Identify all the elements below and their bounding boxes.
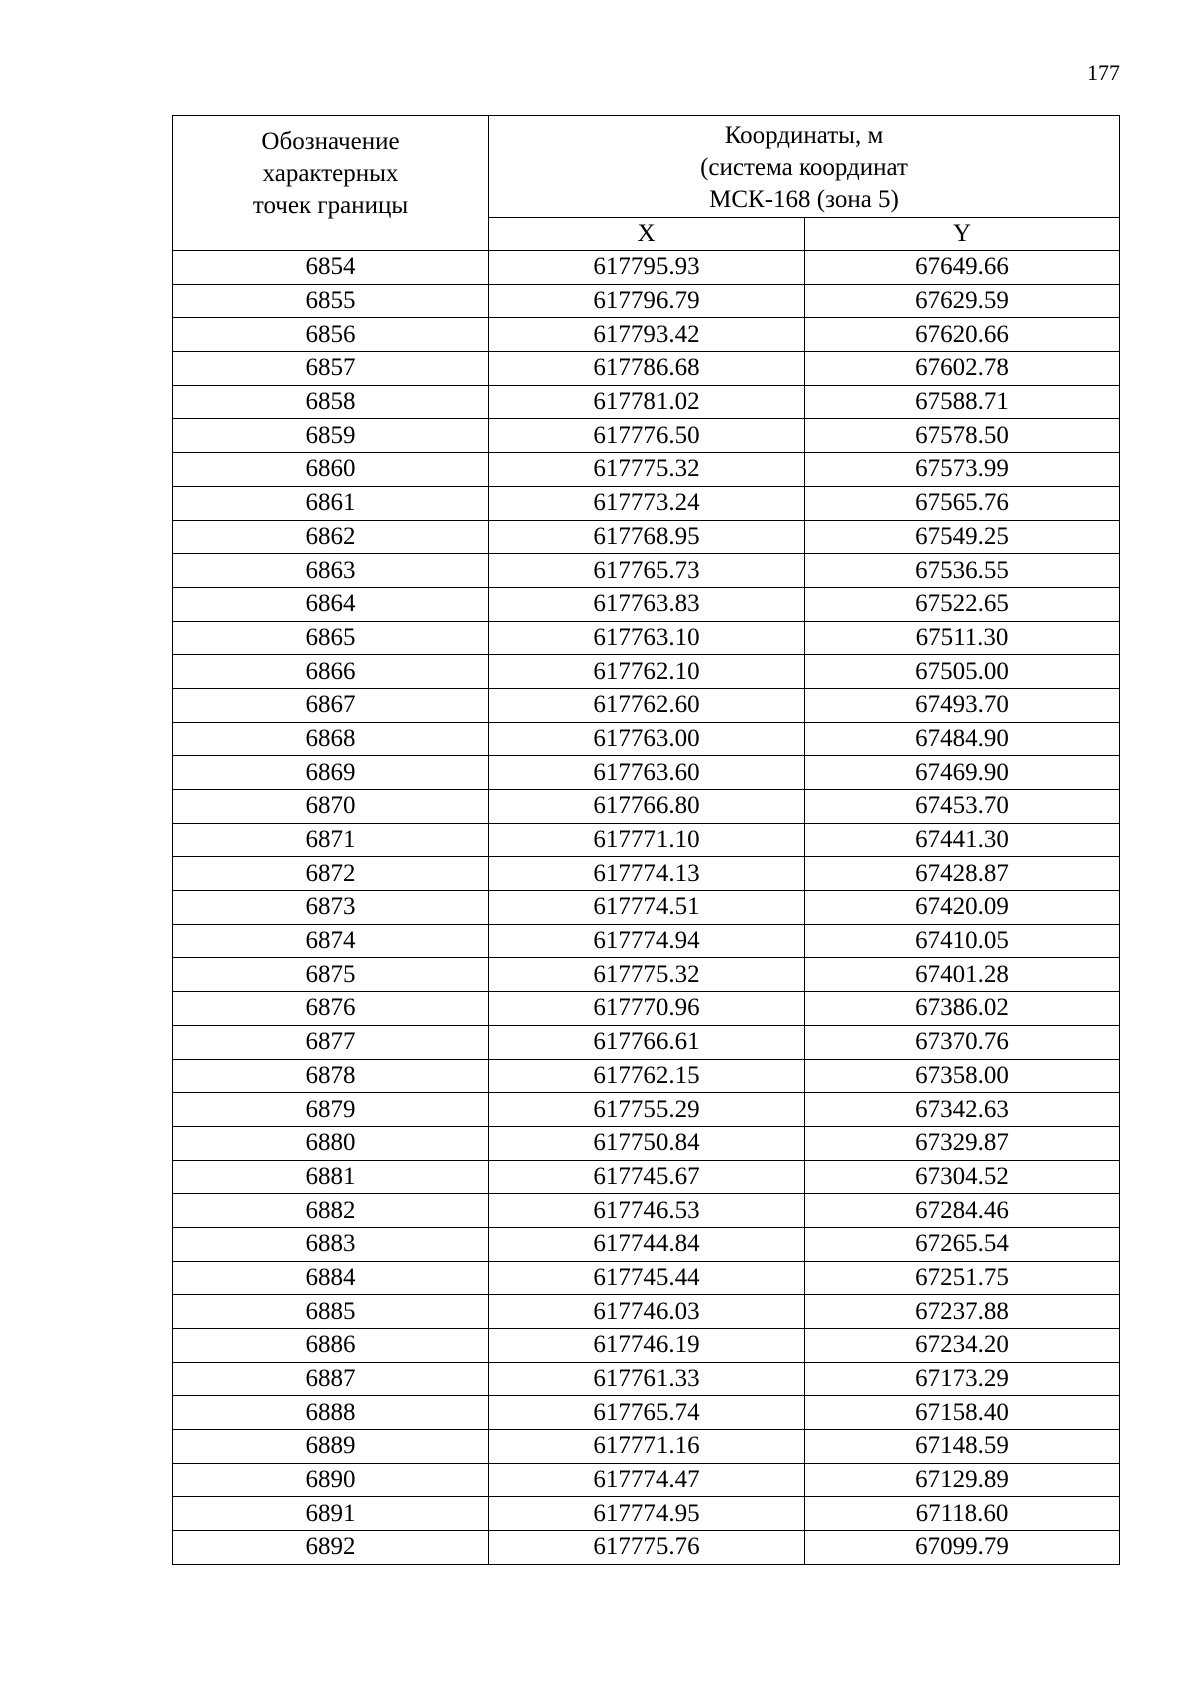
point-number-cell: 6862 — [173, 520, 489, 554]
point-number-cell: 6865 — [173, 621, 489, 655]
y-coordinate-cell: 67420.09 — [805, 891, 1120, 925]
point-number-cell: 6882 — [173, 1194, 489, 1228]
table-row — [173, 655, 1120, 689]
point-number-cell: 6892 — [173, 1531, 489, 1565]
point-number-cell: 6857 — [173, 352, 489, 386]
x-coordinate-cell: 617775.76 — [489, 1531, 805, 1565]
table-row — [173, 1126, 1120, 1160]
x-coordinate-cell: 617774.51 — [489, 891, 805, 925]
x-coordinate-cell: 617745.67 — [489, 1160, 805, 1194]
x-coordinate-cell: 617746.53 — [489, 1194, 805, 1228]
table-row — [173, 722, 1120, 756]
y-coordinate-cell: 67342.63 — [805, 1093, 1120, 1127]
point-number-cell: 6890 — [173, 1463, 489, 1497]
x-coordinate-cell: 617771.16 — [489, 1430, 805, 1464]
table-row — [173, 1396, 1120, 1430]
table-row — [173, 520, 1120, 554]
point-number-cell: 6855 — [173, 284, 489, 318]
y-coordinate-cell: 67573.99 — [805, 453, 1120, 487]
x-coordinate-cell: 617781.02 — [489, 385, 805, 419]
y-coordinate-cell: 67522.65 — [805, 587, 1120, 621]
x-coordinate-cell: 617775.32 — [489, 958, 805, 992]
coordinates-header — [489, 116, 1120, 218]
y-coordinate-cell: 67329.87 — [805, 1126, 1120, 1160]
y-coordinate-cell: 67410.05 — [805, 924, 1120, 958]
table-row — [173, 486, 1120, 520]
coords-header-line-3: МСК-168 (зона 5) — [709, 186, 899, 213]
y-coordinate-cell: 67453.70 — [805, 790, 1120, 824]
table-row — [173, 1194, 1120, 1228]
x-coordinate-cell: 617755.29 — [489, 1093, 805, 1127]
table-row — [173, 857, 1120, 891]
y-coordinate-cell: 67304.52 — [805, 1160, 1120, 1194]
point-number-cell: 6875 — [173, 958, 489, 992]
page-number: 177 — [1087, 60, 1120, 85]
y-coordinate-cell: 67602.78 — [805, 352, 1120, 386]
y-coordinate-cell: 67536.55 — [805, 554, 1120, 588]
x-coordinate-cell: 617775.32 — [489, 453, 805, 487]
table-row — [173, 790, 1120, 824]
table-row — [173, 992, 1120, 1026]
y-coordinate-cell: 67251.75 — [805, 1261, 1120, 1295]
point-designation-header — [173, 116, 489, 251]
table-row — [173, 587, 1120, 621]
point-number-cell: 6863 — [173, 554, 489, 588]
table-row — [173, 385, 1120, 419]
x-coordinate-cell: 617762.10 — [489, 655, 805, 689]
y-coordinate-cell: 67484.90 — [805, 722, 1120, 756]
x-coordinate-cell: 617765.74 — [489, 1396, 805, 1430]
point-number-cell: 6858 — [173, 385, 489, 419]
point-number-cell: 6872 — [173, 857, 489, 891]
y-coordinate-cell: 67370.76 — [805, 1025, 1120, 1059]
y-coordinate-cell: 67441.30 — [805, 823, 1120, 857]
table-row — [173, 419, 1120, 453]
y-coordinate-cell: 67118.60 — [805, 1497, 1120, 1531]
y-coordinate-cell: 67469.90 — [805, 756, 1120, 790]
x-coordinate-cell: 617765.73 — [489, 554, 805, 588]
y-coordinate-cell: 67549.25 — [805, 520, 1120, 554]
table-row — [173, 1497, 1120, 1531]
point-number-cell: 6876 — [173, 992, 489, 1026]
table-row — [173, 1329, 1120, 1363]
point-number-cell: 6889 — [173, 1430, 489, 1464]
point-number-cell: 6870 — [173, 790, 489, 824]
point-header-line-3: точек границы — [252, 192, 409, 219]
x-coordinate-cell: 617796.79 — [489, 284, 805, 318]
x-coordinate-cell: 617774.95 — [489, 1497, 805, 1531]
x-coordinate-cell: 617750.84 — [489, 1126, 805, 1160]
y-coordinate-cell: 67284.46 — [805, 1194, 1120, 1228]
x-coordinate-cell: 617746.19 — [489, 1329, 805, 1363]
x-coordinate-cell: 617763.10 — [489, 621, 805, 655]
x-coordinate-cell: 617786.68 — [489, 352, 805, 386]
y-coordinate-cell: 67129.89 — [805, 1463, 1120, 1497]
x-coordinate-cell: 617766.80 — [489, 790, 805, 824]
table-row — [173, 453, 1120, 487]
table-row — [173, 318, 1120, 352]
table-row — [173, 251, 1120, 285]
x-coordinate-cell: 617793.42 — [489, 318, 805, 352]
y-coordinate-cell: 67148.59 — [805, 1430, 1120, 1464]
point-number-cell: 6886 — [173, 1329, 489, 1363]
y-column-header: Y — [805, 218, 1120, 251]
table-row — [173, 688, 1120, 722]
y-coordinate-cell: 67099.79 — [805, 1531, 1120, 1565]
x-coordinate-cell: 617768.95 — [489, 520, 805, 554]
x-coordinate-cell: 617795.93 — [489, 251, 805, 285]
x-coordinate-cell: 617762.15 — [489, 1059, 805, 1093]
y-coordinate-cell: 67265.54 — [805, 1227, 1120, 1261]
point-number-cell: 6873 — [173, 891, 489, 925]
table-row — [173, 1059, 1120, 1093]
table-row — [173, 1227, 1120, 1261]
point-number-cell: 6871 — [173, 823, 489, 857]
table-row — [173, 1160, 1120, 1194]
table-row — [173, 554, 1120, 588]
point-number-cell: 6887 — [173, 1362, 489, 1396]
y-coordinate-cell: 67578.50 — [805, 419, 1120, 453]
table-row — [173, 1295, 1120, 1329]
point-number-cell: 6884 — [173, 1261, 489, 1295]
y-coordinate-cell: 67358.00 — [805, 1059, 1120, 1093]
point-number-cell: 6864 — [173, 587, 489, 621]
y-coordinate-cell: 67505.00 — [805, 655, 1120, 689]
point-number-cell: 6881 — [173, 1160, 489, 1194]
x-coordinate-cell: 617746.03 — [489, 1295, 805, 1329]
y-coordinate-cell: 67428.87 — [805, 857, 1120, 891]
point-header-line-1: Обозначение — [261, 128, 400, 155]
table-row — [173, 1093, 1120, 1127]
table-row — [173, 352, 1120, 386]
point-number-cell: 6856 — [173, 318, 489, 352]
table-row — [173, 823, 1120, 857]
y-coordinate-cell: 67493.70 — [805, 688, 1120, 722]
table-row — [173, 1463, 1120, 1497]
y-coordinate-cell: 67629.59 — [805, 284, 1120, 318]
table-row — [173, 1430, 1120, 1464]
x-coordinate-cell: 617766.61 — [489, 1025, 805, 1059]
coords-header-line-1: Координаты, м — [724, 122, 884, 149]
point-number-cell: 6885 — [173, 1295, 489, 1329]
y-coordinate-cell: 67173.29 — [805, 1362, 1120, 1396]
x-coordinate-cell: 617763.83 — [489, 587, 805, 621]
table-row — [173, 1261, 1120, 1295]
point-number-cell: 6869 — [173, 756, 489, 790]
table-row — [173, 958, 1120, 992]
table-row — [173, 924, 1120, 958]
x-coordinate-cell: 617774.94 — [489, 924, 805, 958]
x-coordinate-cell: 617762.60 — [489, 688, 805, 722]
point-number-cell: 6860 — [173, 453, 489, 487]
y-coordinate-cell: 67565.76 — [805, 486, 1120, 520]
table-header-row — [173, 116, 1120, 218]
y-coordinate-cell: 67386.02 — [805, 992, 1120, 1026]
x-coordinate-cell: 617770.96 — [489, 992, 805, 1026]
x-coordinate-cell: 617745.44 — [489, 1261, 805, 1295]
point-number-cell: 6868 — [173, 722, 489, 756]
point-number-cell: 6867 — [173, 688, 489, 722]
table-body — [173, 251, 1120, 1565]
point-number-cell: 6880 — [173, 1126, 489, 1160]
x-coordinate-cell: 617771.10 — [489, 823, 805, 857]
x-coordinate-cell: 617763.60 — [489, 756, 805, 790]
x-coordinate-cell: 617763.00 — [489, 722, 805, 756]
y-coordinate-cell: 67649.66 — [805, 251, 1120, 285]
y-coordinate-cell: 67401.28 — [805, 958, 1120, 992]
x-coordinate-cell: 617761.33 — [489, 1362, 805, 1396]
y-coordinate-cell: 67237.88 — [805, 1295, 1120, 1329]
point-number-cell: 6859 — [173, 419, 489, 453]
point-number-cell: 6888 — [173, 1396, 489, 1430]
table-row — [173, 756, 1120, 790]
point-number-cell: 6874 — [173, 924, 489, 958]
point-number-cell: 6878 — [173, 1059, 489, 1093]
point-number-cell: 6883 — [173, 1227, 489, 1261]
point-number-cell: 6877 — [173, 1025, 489, 1059]
x-coordinate-cell: 617776.50 — [489, 419, 805, 453]
table-row — [173, 1531, 1120, 1565]
x-coordinate-cell: 617744.84 — [489, 1227, 805, 1261]
y-coordinate-cell: 67158.40 — [805, 1396, 1120, 1430]
point-number-cell: 6879 — [173, 1093, 489, 1127]
point-number-cell: 6891 — [173, 1497, 489, 1531]
y-coordinate-cell: 67234.20 — [805, 1329, 1120, 1363]
point-number-cell: 6866 — [173, 655, 489, 689]
point-number-cell: 6861 — [173, 486, 489, 520]
coordinates-table — [172, 115, 1120, 1565]
coords-header-line-2: (система координат — [700, 154, 908, 181]
x-column-header: X — [489, 218, 805, 251]
y-coordinate-cell: 67511.30 — [805, 621, 1120, 655]
table-row — [173, 1362, 1120, 1396]
table-row — [173, 621, 1120, 655]
point-number-cell: 6854 — [173, 251, 489, 285]
y-coordinate-cell: 67620.66 — [805, 318, 1120, 352]
table-row — [173, 891, 1120, 925]
x-coordinate-cell: 617774.13 — [489, 857, 805, 891]
table-row — [173, 284, 1120, 318]
x-coordinate-cell: 617773.24 — [489, 486, 805, 520]
y-coordinate-cell: 67588.71 — [805, 385, 1120, 419]
table-row — [173, 1025, 1120, 1059]
point-header-line-2: характерных — [262, 160, 399, 187]
x-coordinate-cell: 617774.47 — [489, 1463, 805, 1497]
